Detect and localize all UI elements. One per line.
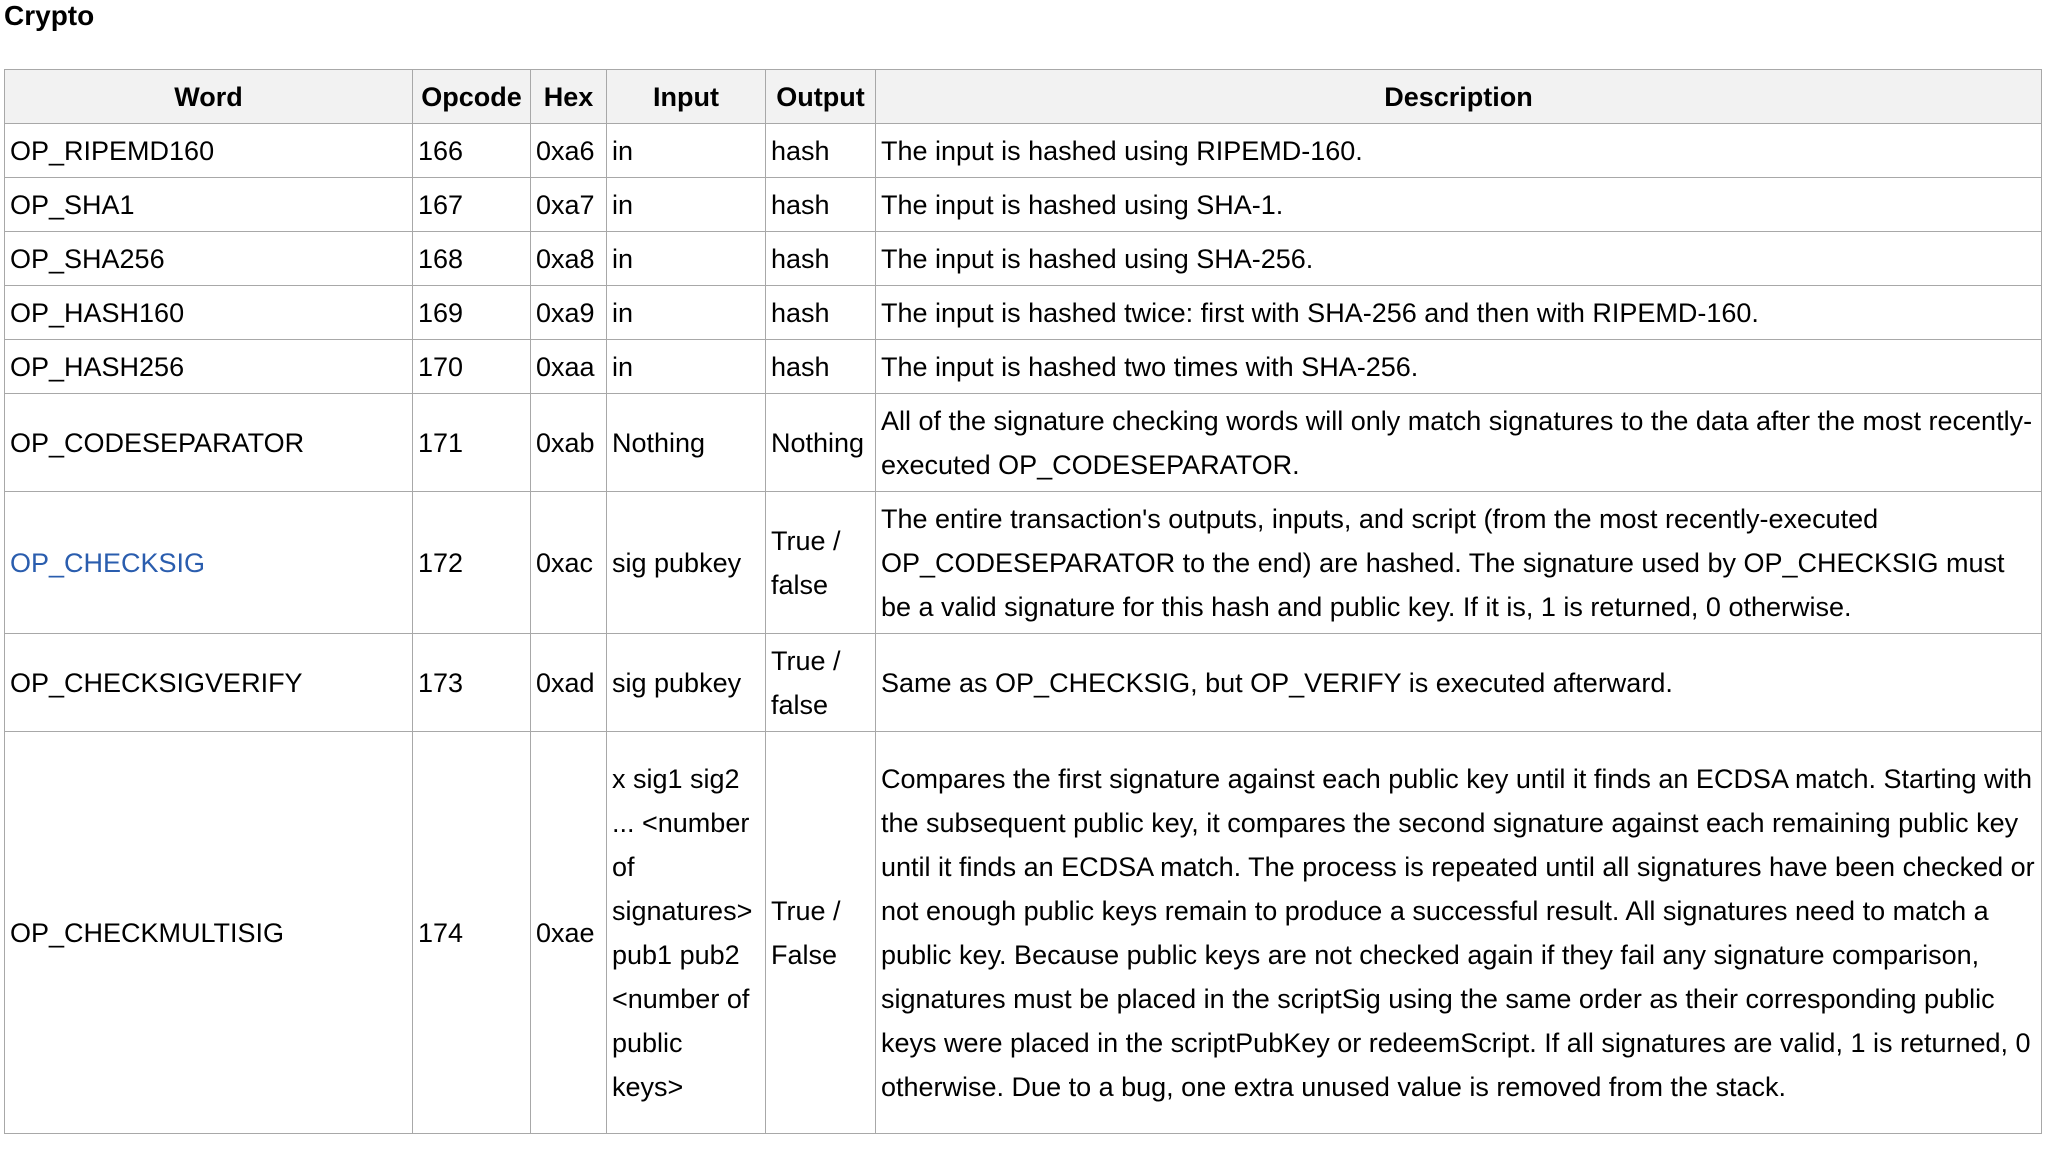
column-header-word: Word — [5, 70, 413, 124]
cell-word: OP_CODESEPARATOR — [5, 394, 413, 492]
table-row — [5, 232, 2042, 286]
cell-input: in — [607, 286, 766, 340]
cell-hex: 0xa8 — [531, 232, 607, 286]
cell-description: The entire transaction's outputs, inputs, and script (from the most recently-executed OP_CODESEPARATOR to the end) are hashed. The signature used by OP_CHECKSIG must be a valid signature for this hash and public key. If it is, 1 is returned, 0 otherwise. — [876, 492, 2042, 634]
cell-output: True / false — [766, 492, 876, 634]
cell-output: Nothing — [766, 394, 876, 492]
section-title: Crypto — [4, 0, 95, 31]
cell-description: The input is hashed using SHA-256. — [876, 232, 2042, 286]
cell-output: hash — [766, 340, 876, 394]
table-row — [5, 178, 2042, 232]
cell-input: Nothing — [607, 394, 766, 492]
cell-hex: 0xa7 — [531, 178, 607, 232]
cell-description: All of the signature checking words will only match signatures to the data after the most recently-executed OP_CODESEPARATOR. — [876, 394, 2042, 492]
cell-opcode: 168 — [413, 232, 531, 286]
cell-output: hash — [766, 124, 876, 178]
column-header-description: Description — [876, 70, 2042, 124]
cell-hex: 0xae — [531, 732, 607, 1134]
table-row — [5, 394, 2042, 492]
cell-word: OP_HASH256 — [5, 340, 413, 394]
opcode-table — [4, 69, 2042, 1134]
column-header-input: Input — [607, 70, 766, 124]
cell-description: Compares the first signature against each public key until it finds an ECDSA match. Starting with the subsequent public key, it compares the second signature against each remaining public key until it finds an ECDSA match. The process is repeated until all signatures have been checked or not enough public keys remain to produce a successful result. All signatures need to match a public key. Because public keys are not checked again if they fail any signature comparison, signatures must be placed in the scriptSig using the same order as their corresponding public keys were placed in the scriptPubKey or redeemScript. If all signatures are valid, 1 is returned, 0 otherwise. Due to a bug, one extra unused value is removed from the stack. — [876, 732, 2042, 1134]
cell-hex: 0xaa — [531, 340, 607, 394]
cell-word: OP_RIPEMD160 — [5, 124, 413, 178]
cell-output: True / False — [766, 732, 876, 1134]
column-header-output: Output — [766, 70, 876, 124]
cell-description: The input is hashed twice: first with SHA-256 and then with RIPEMD-160. — [876, 286, 2042, 340]
table-row — [5, 340, 2042, 394]
cell-hex: 0xad — [531, 634, 607, 732]
cell-input: in — [607, 178, 766, 232]
table-header-row — [5, 70, 2042, 124]
cell-output: hash — [766, 178, 876, 232]
column-header-opcode: Opcode — [413, 70, 531, 124]
cell-word: OP_SHA256 — [5, 232, 413, 286]
cell-description: The input is hashed using SHA-1. — [876, 178, 2042, 232]
cell-description: The input is hashed two times with SHA-256. — [876, 340, 2042, 394]
table-row — [5, 492, 2042, 634]
cell-input: sig pubkey — [607, 634, 766, 732]
cell-opcode: 169 — [413, 286, 531, 340]
table-row — [5, 286, 2042, 340]
table-row — [5, 124, 2042, 178]
cell-hex: 0xa9 — [531, 286, 607, 340]
cell-description: Same as OP_CHECKSIG, but OP_VERIFY is executed afterward. — [876, 634, 2042, 732]
cell-output: hash — [766, 286, 876, 340]
cell-word: OP_SHA1 — [5, 178, 413, 232]
cell-opcode: 170 — [413, 340, 531, 394]
cell-hex: 0xab — [531, 394, 607, 492]
cell-description: The input is hashed using RIPEMD-160. — [876, 124, 2042, 178]
cell-opcode: 167 — [413, 178, 531, 232]
cell-hex: 0xa6 — [531, 124, 607, 178]
op-checksig-link[interactable]: OP_CHECKSIG — [10, 547, 206, 578]
cell-word: OP_CHECKMULTISIG — [5, 732, 413, 1134]
table-row — [5, 732, 2042, 1134]
cell-input: in — [607, 232, 766, 286]
cell-word: OP_CHECKSIGVERIFY — [5, 634, 413, 732]
cell-opcode: 172 — [413, 492, 531, 634]
cell-hex: 0xac — [531, 492, 607, 634]
cell-opcode: 174 — [413, 732, 531, 1134]
cell-word — [5, 492, 413, 634]
cell-input: in — [607, 124, 766, 178]
cell-output: True / false — [766, 634, 876, 732]
cell-opcode: 171 — [413, 394, 531, 492]
cell-input: x sig1 sig2 ... <number of signatures> pub1 pub2 <number of public keys> — [607, 732, 766, 1134]
cell-opcode: 173 — [413, 634, 531, 732]
table-row — [5, 634, 2042, 732]
column-header-hex: Hex — [531, 70, 607, 124]
cell-word: OP_HASH160 — [5, 286, 413, 340]
cell-input: sig pubkey — [607, 492, 766, 634]
cell-output: hash — [766, 232, 876, 286]
cell-opcode: 166 — [413, 124, 531, 178]
cell-input: in — [607, 340, 766, 394]
